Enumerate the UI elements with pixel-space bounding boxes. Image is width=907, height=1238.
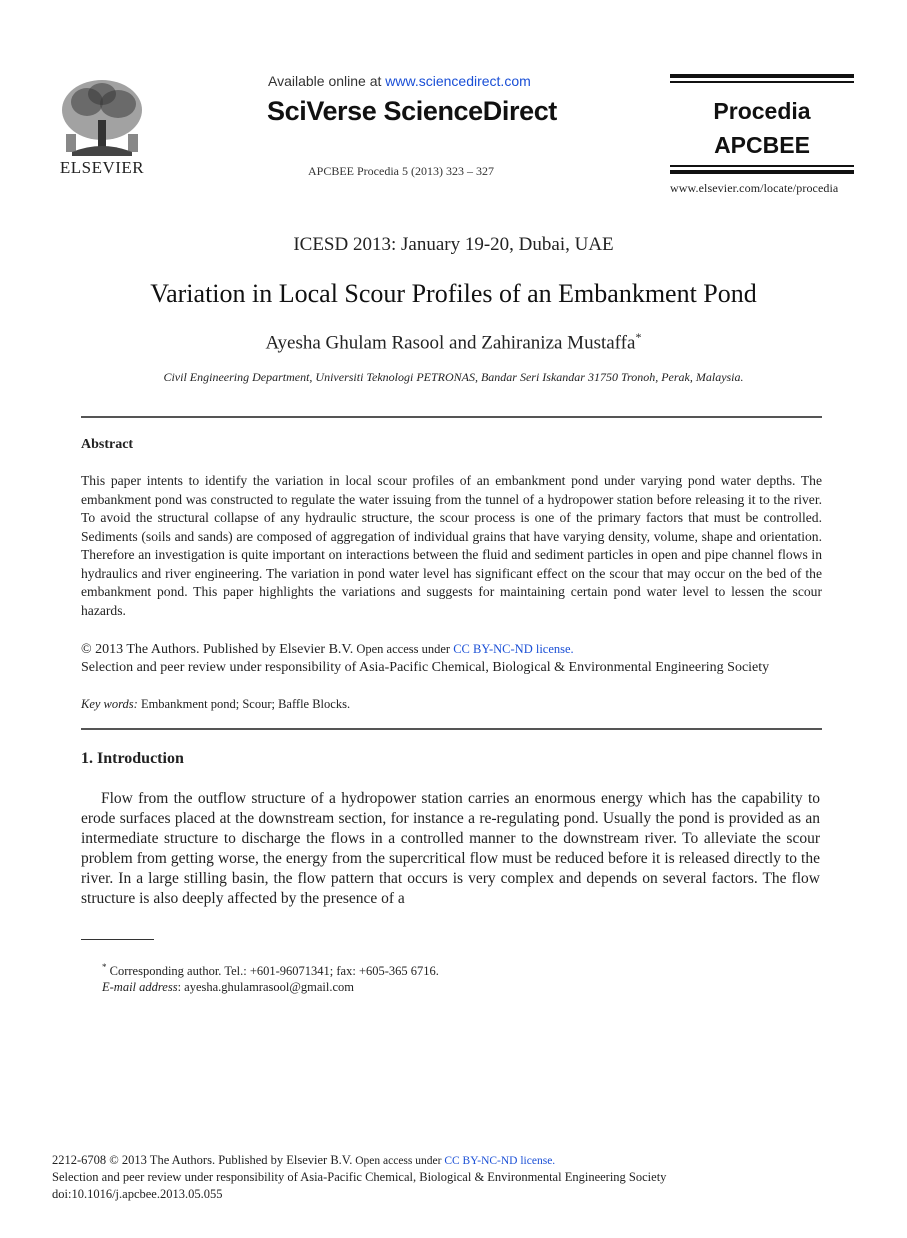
authors-text: Ayesha Ghulam Rasool and Zahiraniza Mustaffa	[265, 332, 636, 354]
divider-bottom	[81, 728, 822, 730]
logo-rule-bottom	[670, 170, 854, 174]
author-affiliation: Civil Engineering Department, Universiti Teknologi PETRONAS, Bandar Seri Iskandar 31750 Tronoh, Perak, Malaysia.	[163, 370, 744, 384]
keywords-text: Embankment pond; Scour; Baffle Blocks.	[137, 697, 351, 711]
sciverse-sciencedirect-logo: SciVerse ScienceDirect	[267, 96, 557, 126]
footer-copyright	[52, 1153, 555, 1168]
sciencedirect-link[interactable]: www.sciencedirect.com	[385, 73, 531, 89]
paper-title: Variation in Local Scour Profiles of an Embankment Pond	[150, 279, 757, 308]
logo-rule-top	[670, 74, 854, 78]
footnote-email	[102, 980, 354, 995]
footnote-mark: *	[102, 962, 107, 972]
footer-license-link[interactable]: CC BY-NC-ND license.	[444, 1155, 556, 1167]
procedia-journal-name	[670, 94, 854, 162]
footer-issn: 2212-6708 © 2013 The Authors. Published by Elsevier B.V.	[52, 1153, 353, 1167]
footer-peer-review: Selection and peer review under responsibility of Asia-Pacific Chemical, Biological & Environmental Engineering Society	[52, 1170, 667, 1184]
journal-url[interactable]: www.elsevier.com/locate/procedia	[670, 181, 839, 195]
footnote-contact: Corresponding author. Tel.: +601-96071341; fax: +605-365 6716.	[106, 964, 439, 979]
elsevier-wordmark: ELSEVIER	[59, 158, 145, 177]
procedia-journal-logo	[670, 74, 854, 174]
introduction-paragraph: Flow from the outflow structure of a hydropower station carries an enormous energy which has the capability to erode surfaces placed at the downstream section, for instance a re-regulating pond. Usually the pond is provided as an intermediate structure to discharge the flows in a controlled manner to the downstream river. To alleviate the scour problem from getting worse, the energy from the supercritical flow must be reduced before it is released directly to the river. In a large stilling basin, the flow pattern that occurs is very complex and depends on several factors. The flow structure is also deeply affected by the presence of a	[81, 790, 820, 907]
procedia-word: Procedia	[713, 98, 811, 124]
author-list	[0, 330, 907, 354]
elsevier-logo	[52, 72, 152, 180]
copyright-line	[81, 642, 574, 658]
divider-top	[81, 416, 822, 418]
peer-review-line: Selection and peer review under responsibility of Asia-Pacific Chemical, Biological & Environmental Engineering Society	[81, 660, 770, 675]
abstract-text: This paper intents to identify the variation in local scour profiles of an embankment pond under varying pond water depths. The embankment pond was constructed to regulate the water issuing from the tunnel of a hydropower station before releasing it to the river. To avoid the structural collapse of any hydraulic structure, the scour process is one of the primary factors that must be controlled. Sediments (soils and sands) are composed of aggregation of individual grains that have varying density, volume, shape and orientation. Therefore an investigation is quite important on interactions between the fluid and sediment particles in open and pipe channel flows in hydraulics and river engineering. The variation in pond water level has significant effect on the scour that may occur on the bed of the embankment pond. This paper highlights the variations and suggests for maintaining certain pond water level to lessen the scour hazards.	[81, 473, 822, 618]
conference-line: ICESD 2013: January 19-20, Dubai, UAE	[293, 234, 614, 255]
footnote-corresponding	[102, 962, 439, 979]
keywords-label: Key words:	[81, 697, 138, 711]
logo-rule-bottom-thin	[670, 165, 854, 167]
license-link[interactable]: CC BY-NC-ND license.	[453, 642, 574, 656]
email-label: E-mail address	[102, 980, 178, 994]
apcbee-word: APCBEE	[714, 132, 810, 158]
email-address[interactable]: : ayesha.ghulamrasool@gmail.com	[177, 980, 354, 994]
available-prefix: Available online at	[268, 73, 386, 89]
open-access-text: Open access under	[353, 642, 454, 656]
copyright-text: © 2013 The Authors. Published by Elsevier B.V.	[81, 642, 354, 657]
footnote-rule	[81, 939, 154, 940]
abstract-heading: Abstract	[81, 437, 134, 452]
journal-reference: APCBEE Procedia 5 (2013) 323 – 327	[308, 164, 494, 178]
footer-doi[interactable]: doi:10.1016/j.apcbee.2013.05.055	[52, 1187, 223, 1201]
footer-open-access: Open access under	[352, 1155, 445, 1167]
keywords-line	[81, 697, 350, 712]
corresponding-author-mark[interactable]: *	[635, 330, 642, 344]
section-heading-introduction: 1. Introduction	[81, 750, 184, 767]
logo-rule-top-thin	[670, 81, 854, 83]
available-online	[268, 73, 531, 89]
